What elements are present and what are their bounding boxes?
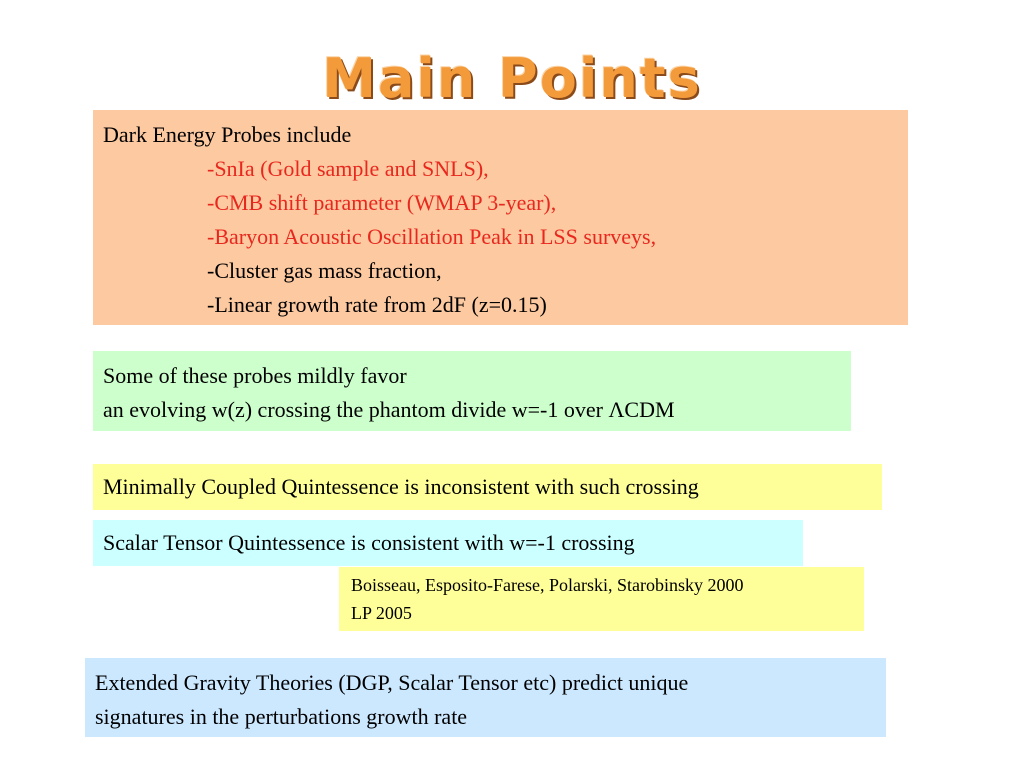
reference-line-2: LP 2005 (351, 603, 412, 623)
scalar-text: Scalar Tensor Quintessence is consistent with w=-1 crossing (103, 530, 635, 555)
gravity-line-2: signatures in the perturbations growth rate (95, 704, 468, 729)
favor-line-2: an evolving w(z) crossing the phantom divide w=-1 over ΛCDM (103, 397, 675, 422)
slide-title: Main Points (322, 47, 702, 110)
favor-line-1: Some of these probes mildly favor (103, 363, 407, 388)
scalar-tensor-box (93, 520, 803, 566)
minimal-text: Minimally Coupled Quintessence is inconsistent with such crossing (103, 474, 699, 499)
minimal-quintessence-box (93, 464, 882, 510)
dark-energy-probes-box (93, 110, 908, 325)
probe-item-cluster-gas: -Cluster gas mass fraction, (207, 258, 442, 283)
phantom-divide-box (93, 351, 851, 431)
references-box (339, 567, 864, 631)
extended-gravity-box (85, 658, 886, 737)
gravity-line-1: Extended Gravity Theories (DGP, Scalar Tensor etc) predict unique (95, 670, 689, 695)
probe-item-cmb: -CMB shift parameter (WMAP 3-year), (207, 190, 557, 215)
probe-item-bao: -Baryon Acoustic Oscillation Peak in LSS surveys, (207, 224, 657, 249)
reference-line-1: Boisseau, Esposito-Farese, Polarski, Starobinsky 2000 (351, 575, 744, 595)
probe-item-snia: -SnIa (Gold sample and SNLS), (207, 156, 489, 181)
probe-item-growth-rate: -Linear growth rate from 2dF (z=0.15) (207, 292, 547, 317)
probes-heading: Dark Energy Probes include (103, 122, 352, 147)
